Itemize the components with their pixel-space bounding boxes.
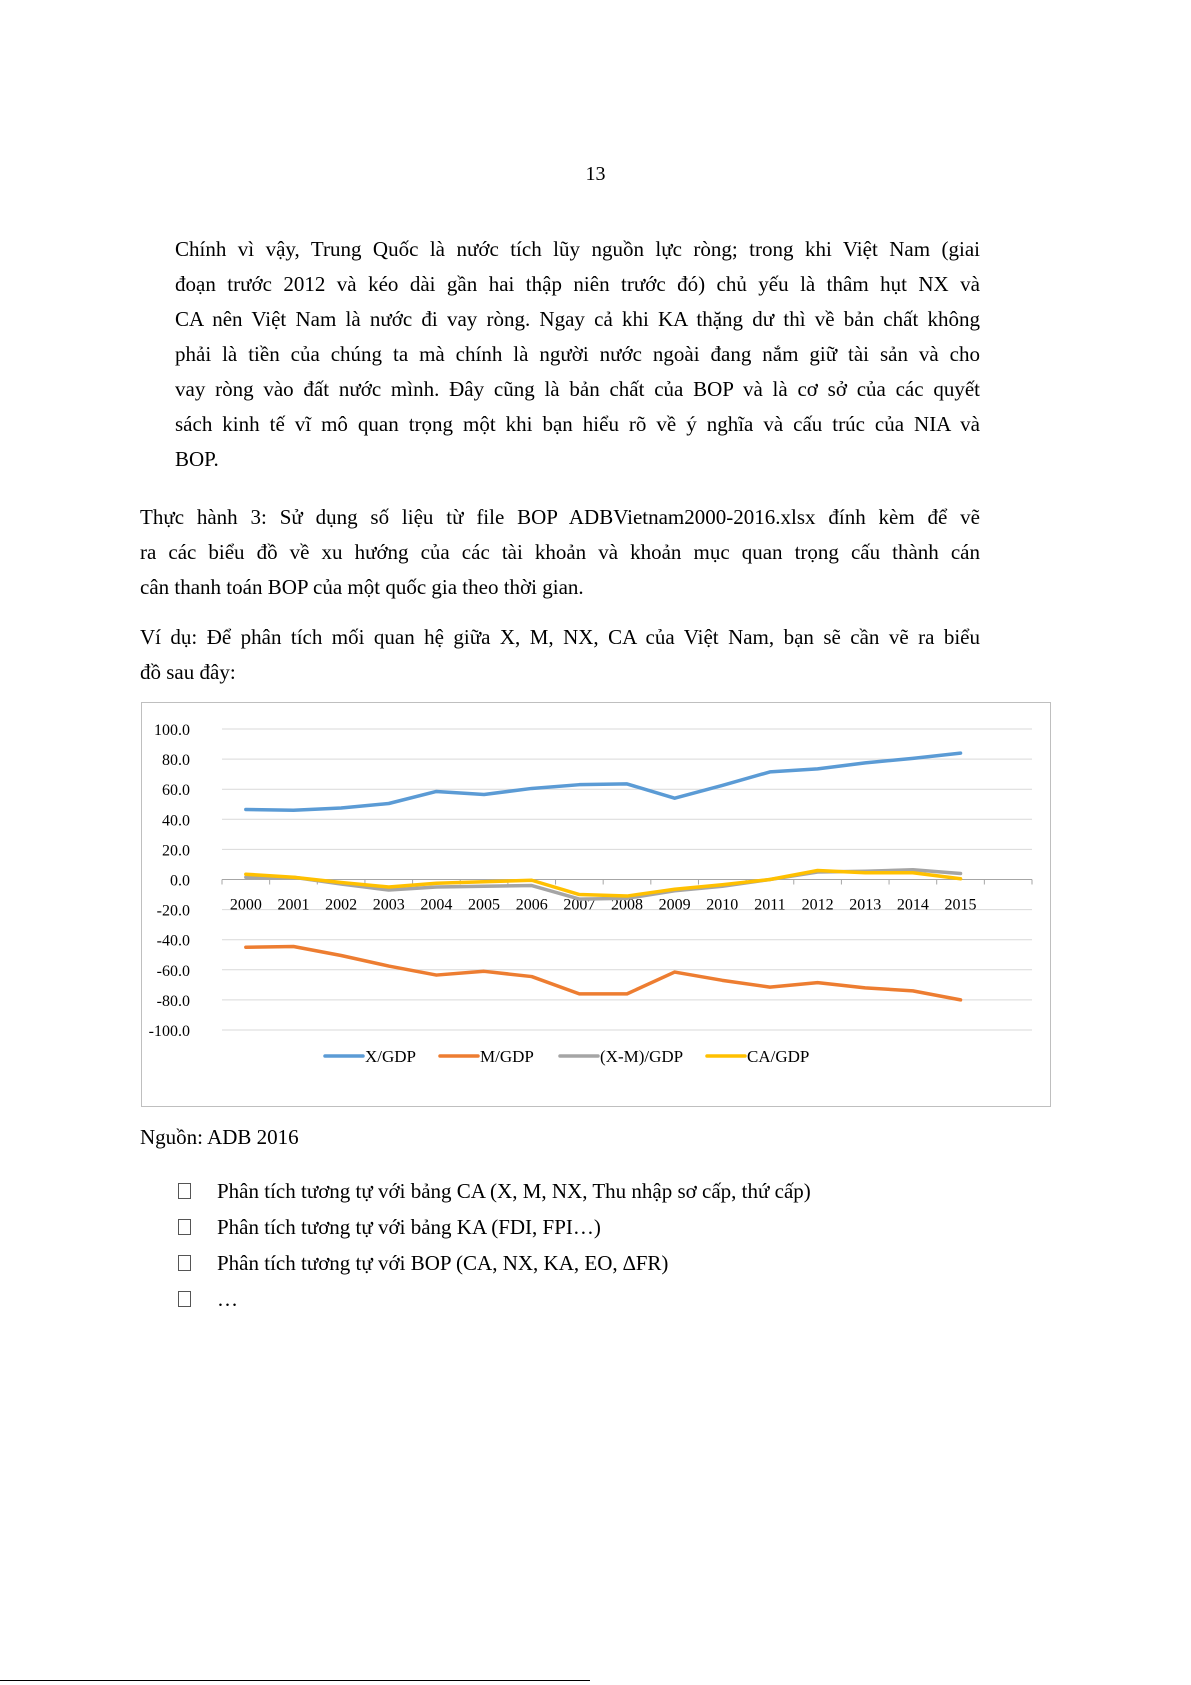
list-item	[178, 1281, 811, 1317]
paragraph-example	[140, 620, 980, 690]
chart-canvas	[142, 703, 1050, 1106]
page-number: 13	[585, 163, 606, 185]
y-tick-label: -60.0	[156, 962, 190, 980]
text-line: CA nên Việt Nam là nước đi vay ròng. Ngay cả khi KA thặng dư thì về bản chất không	[175, 307, 980, 331]
text-line: sách kinh tế vĩ mô quan trọng một khi bạn hiểu rõ về ý nghĩa và cấu trúc của NIA và	[175, 412, 980, 436]
x-tick-label: 2000	[229, 896, 262, 914]
x-tick-label: 2002	[325, 896, 358, 914]
text-line: BOP.	[175, 447, 219, 471]
legend-label: CA/GDP	[747, 1047, 810, 1066]
text-line: ra các biểu đồ về xu hướng của các tài khoản và khoản mục quan trọng cấu thành cán	[140, 540, 980, 564]
y-tick-label: 40.0	[162, 812, 190, 830]
checkbox-bullet-icon	[178, 1183, 191, 1199]
list-item-text: Phân tích tương tự với bảng KA (FDI, FPI…)	[217, 1215, 601, 1239]
x-tick-label: 2012	[801, 896, 834, 914]
text-line: cân thanh toán BOP của một quốc gia theo thời gian.	[140, 575, 584, 599]
x-tick-label: 2010	[706, 896, 739, 914]
legend-label: X/GDP	[365, 1047, 417, 1066]
text-line: đồ sau đây:	[140, 660, 236, 684]
x-tick-label: 2013	[849, 896, 882, 914]
y-tick-label: 60.0	[162, 782, 190, 800]
y-tick-label: 80.0	[162, 752, 190, 770]
x-tick-label: 2015	[944, 896, 977, 914]
list-item	[178, 1173, 811, 1209]
y-tick-label: -80.0	[156, 992, 190, 1010]
list-item	[178, 1209, 811, 1245]
text-line: đoạn trước 2012 và kéo dài gần hai thập niên trước đó) chủ yếu là thâm hụt NX và	[175, 272, 980, 296]
source-note: Nguồn: ADB 2016	[140, 1125, 299, 1149]
text-line: Thực hành 3: Sử dụng số liệu từ file BOP ADBVietnam2000-2016.xlsx đính kèm để vẽ	[140, 505, 980, 529]
x-tick-label: 2007	[563, 896, 596, 914]
y-tick-label: 100.0	[154, 722, 190, 739]
text-line: Chính vì vậy, Trung Quốc là nước tích lũy nguồn lực ròng; trong khi Việt Nam (giai	[175, 237, 980, 261]
x-tick-label: 2005	[468, 896, 501, 914]
series-line-xgdp	[246, 753, 961, 810]
checkbox-bullet-icon	[178, 1219, 191, 1235]
list-item-text: …	[217, 1287, 238, 1311]
bop-line-chart	[141, 702, 1051, 1107]
x-tick-label: 2008	[611, 896, 643, 914]
x-tick-label: 2014	[896, 896, 929, 914]
y-tick-label: -100.0	[148, 1023, 190, 1040]
x-tick-label: 2011	[754, 896, 786, 914]
x-tick-label: 2009	[658, 896, 691, 914]
checkbox-bullet-icon	[178, 1291, 191, 1307]
x-tick-label: 2006	[515, 896, 548, 914]
legend-label: M/GDP	[480, 1047, 534, 1066]
text-line: vay ròng vào đất nước mình. Đây cũng là bản chất của BOP và là cơ sở của các quyết	[175, 377, 980, 401]
list-item	[178, 1245, 811, 1281]
footnote-separator	[0, 1680, 590, 1681]
x-tick-label: 2003	[372, 896, 405, 914]
bullet-list	[178, 1173, 811, 1317]
paragraph-exercise	[140, 500, 980, 605]
list-item-text: Phân tích tương tự với BOP (CA, NX, KA, EO, ∆FR)	[217, 1251, 669, 1275]
series-line-mgdp	[246, 946, 961, 999]
y-tick-label: -40.0	[156, 932, 190, 950]
y-tick-label: -20.0	[156, 902, 190, 920]
legend-label: (X-M)/GDP	[600, 1047, 684, 1066]
y-tick-label: 20.0	[162, 842, 190, 860]
x-tick-label: 2004	[420, 896, 453, 914]
text-line: Ví dụ: Để phân tích mối quan hệ giữa X, M, NX, CA của Việt Nam, bạn sẽ cần vẽ ra biểu	[140, 625, 980, 649]
paragraph-conclusion	[175, 232, 980, 477]
y-tick-label: 0.0	[170, 872, 190, 890]
list-item-text: Phân tích tương tự với bảng CA (X, M, NX, Thu nhập sơ cấp, thứ cấp)	[217, 1179, 811, 1203]
x-tick-label: 2001	[277, 896, 310, 914]
checkbox-bullet-icon	[178, 1255, 191, 1271]
text-line: phải là tiền của chúng ta mà chính là người nước ngoài đang nắm giữ tài sản và cho	[175, 342, 980, 366]
